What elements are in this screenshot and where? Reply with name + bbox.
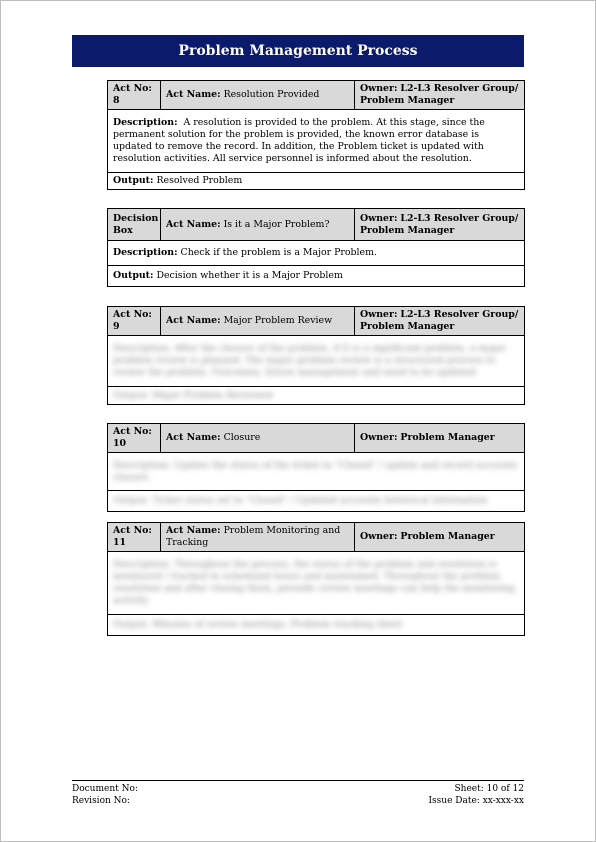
footer-divider (72, 780, 524, 781)
act-name-cell: Act Name: Major Problem Review (161, 307, 355, 336)
description-cell: Description: Check if the problem is a Major Problem. (108, 241, 525, 266)
act-name-cell: Act Name: Problem Monitoring and Tracking (161, 523, 355, 552)
act-no-cell: Act No: 9 (108, 307, 161, 336)
owner-cell: Owner: L2-L3 Resolver Group/ Problem Manager (355, 307, 525, 336)
owner-cell: Owner: Problem Manager (355, 523, 525, 552)
description-cell: Description: Update the status of the ticket to "Closed" / update and record accurate closure. (108, 453, 525, 491)
decision-box-cell: Decision Box (108, 209, 161, 241)
act-name-cell: Act Name: Resolution Provided (161, 81, 355, 110)
owner-cell: Owner: Problem Manager (355, 424, 525, 453)
description-cell: Description: After the closure of the problem, if it is a significant problem, a major problem review is planned. The major problem review is a structured process to review the problem. Outcomes, future management and need to be updated. (108, 336, 525, 387)
act-no-cell: Act No: 11 (108, 523, 161, 552)
output-cell: Output: Minutes of review meetings, Problem tracking sheet (108, 615, 525, 636)
act-no-cell: Act No: 10 (108, 424, 161, 453)
act-table-10 (107, 423, 525, 512)
footer (72, 783, 524, 807)
owner-cell: Owner: L2-L3 Resolver Group/ Problem Manager (355, 209, 525, 241)
page-title: Problem Management Process (72, 35, 524, 67)
description-cell: Description: Throughout the process, the status of the problem and resolution is monitored / tracked in scheduled hours and maintained. Throughout the problem resolution and after closing them, periodic review meetings can help the monitoring activity. (108, 552, 525, 615)
output-cell: Output: Resolved Problem (108, 173, 525, 190)
owner-cell: Owner: L2-L3 Resolver Group/ Problem Manager (355, 81, 525, 110)
sheet-number: Sheet: 10 of 12 (454, 784, 524, 794)
act-table-decision (107, 208, 525, 287)
output-cell: Output: Major Problem Reviewed (108, 387, 525, 405)
output-cell: Output: Ticket status set to "Closed" / Updated accurate historical information (108, 491, 525, 512)
act-name-cell: Act Name: Closure (161, 424, 355, 453)
description-cell: Description: A resolution is provided to the problem. At this stage, since the permanent solution for the problem is provided, the known error database is updated to remove the record. In addition, the Problem ticket is updated with resolution activities. All service personnel is informed about the resolution. (108, 110, 525, 173)
output-cell: Output: Decision whether it is a Major Problem (108, 266, 525, 287)
act-no-cell: Act No: 8 (108, 81, 161, 110)
act-table-8 (107, 80, 525, 190)
act-table-11 (107, 522, 525, 636)
act-name-cell: Act Name: Is it a Major Problem? (161, 209, 355, 241)
issue-date: Issue Date: xx-xxx-xx (428, 796, 524, 806)
document-no: Document No: (72, 784, 138, 794)
act-table-9 (107, 306, 525, 405)
revision-no: Revision No: (72, 796, 130, 806)
